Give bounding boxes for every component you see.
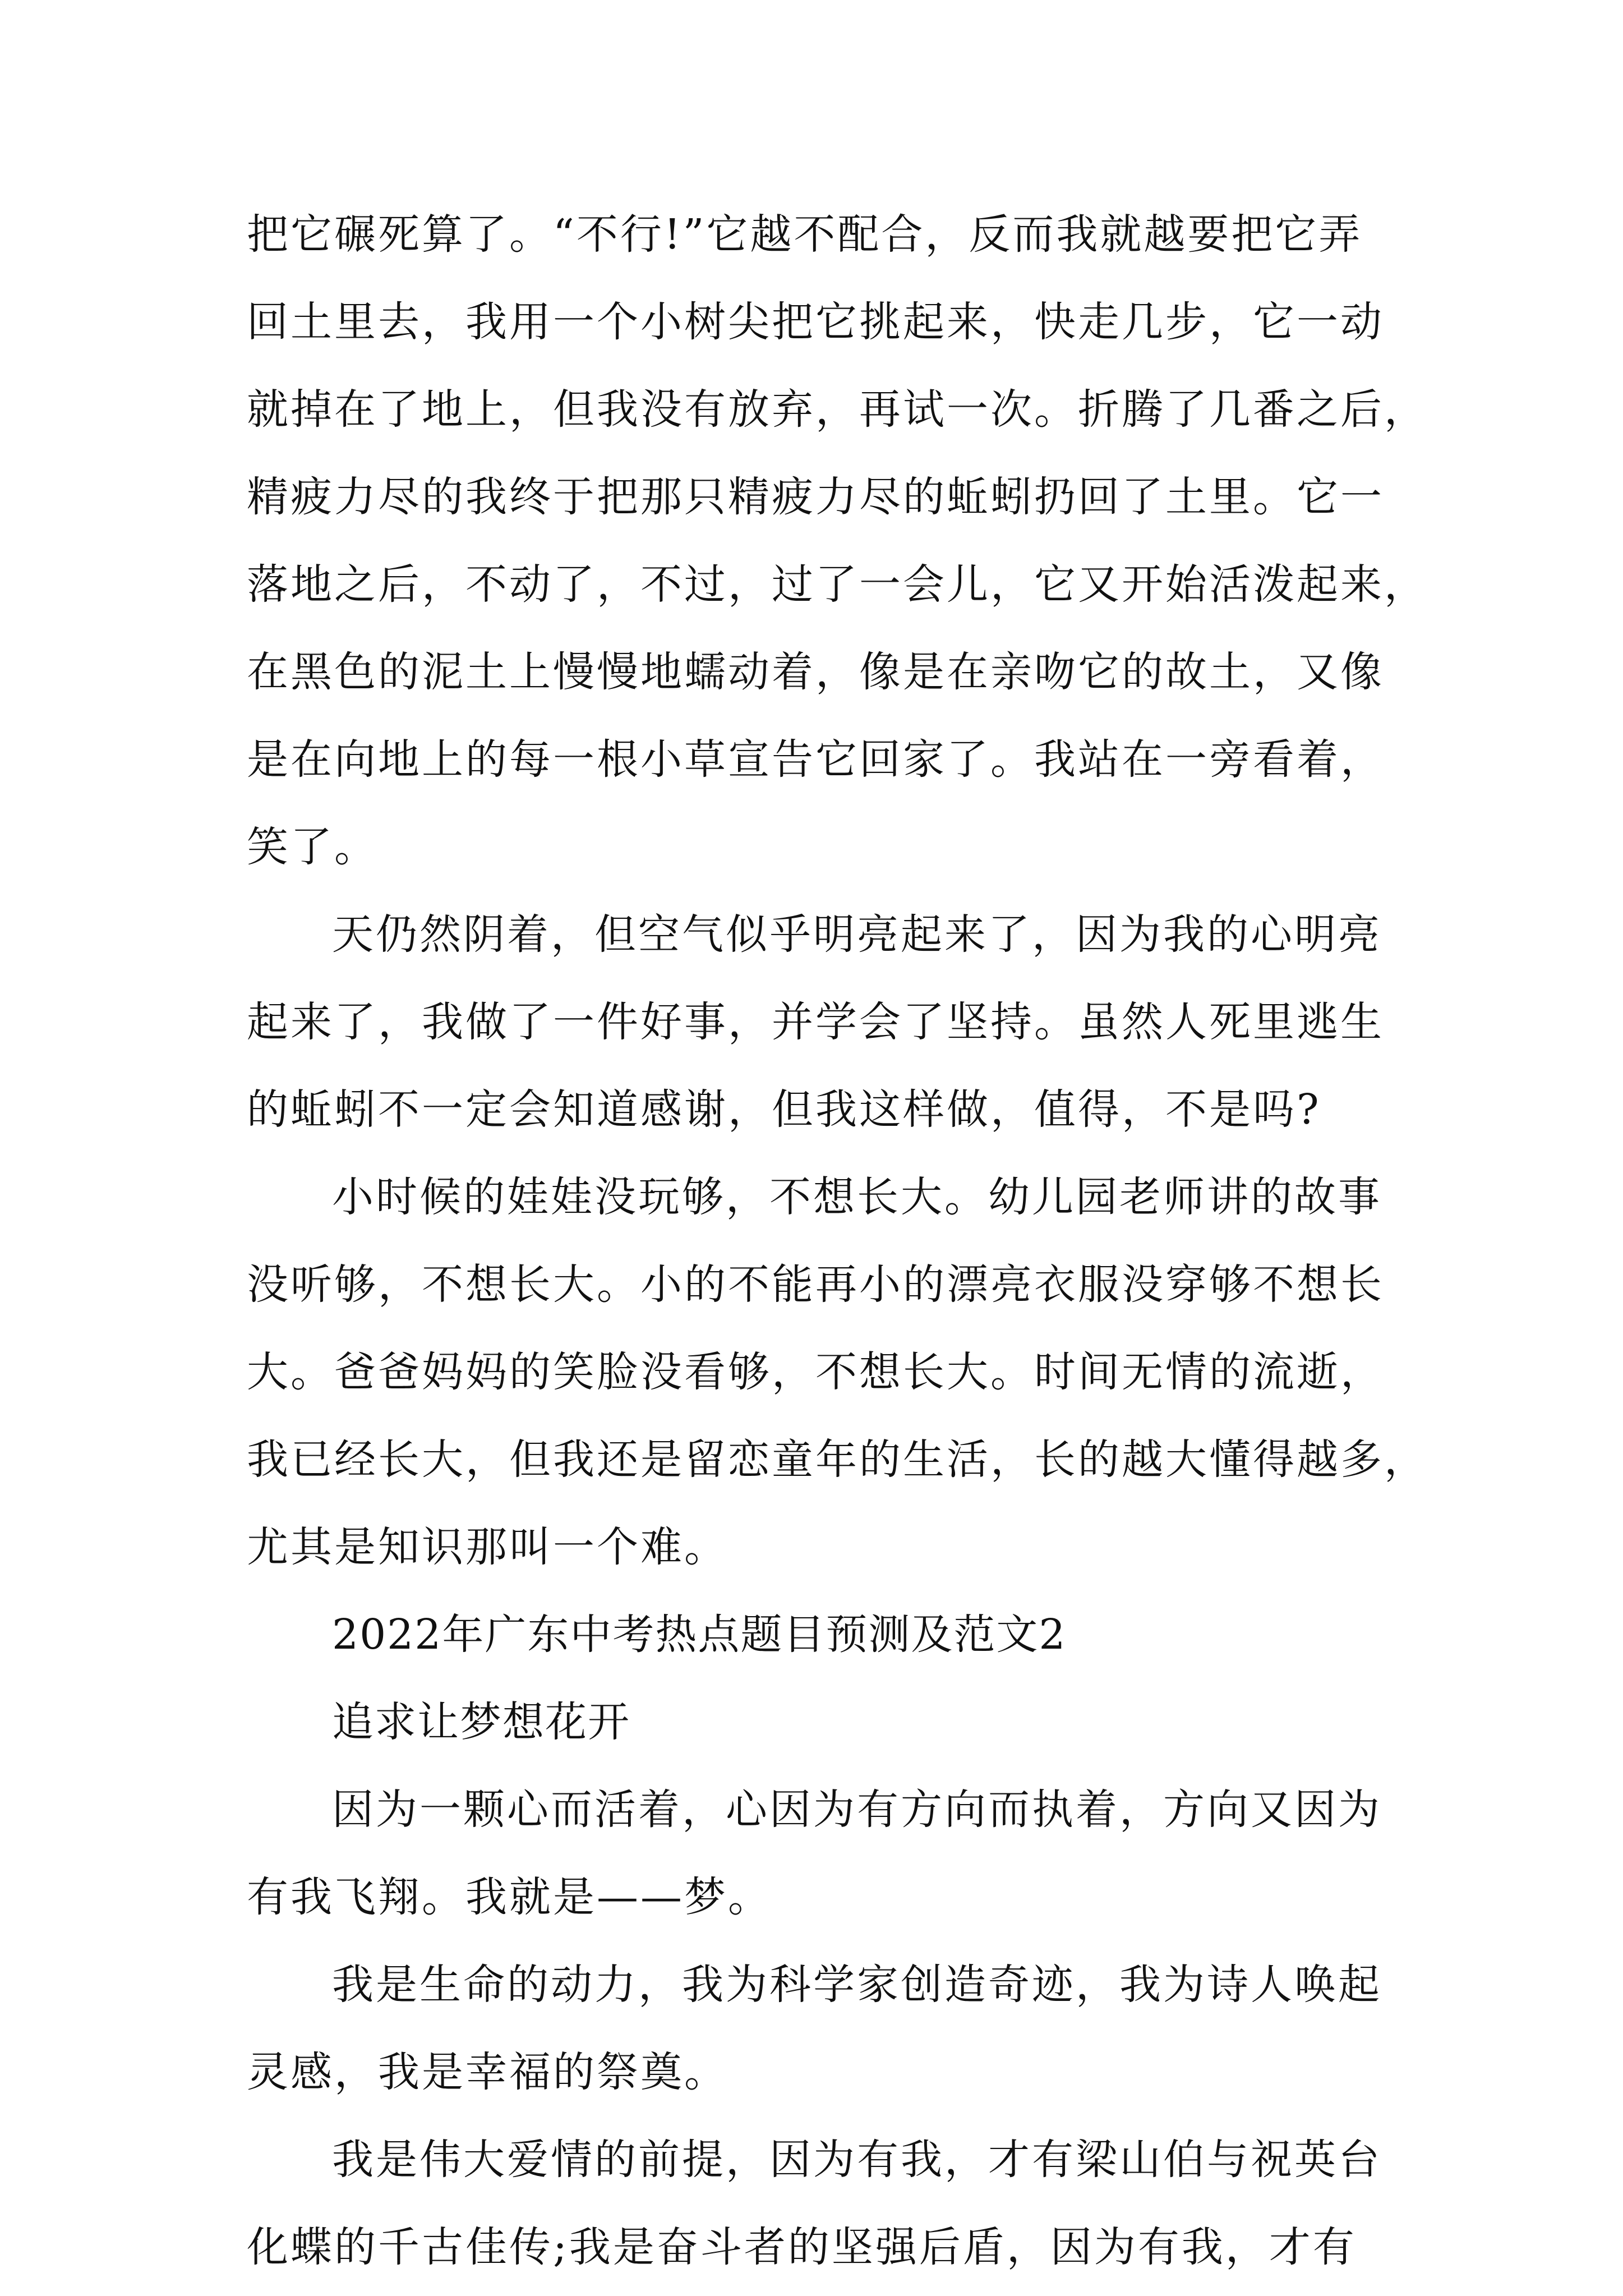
text-line: 回土里去，我用一个小树尖把它挑起来，快走几步，它一动 xyxy=(247,298,1384,346)
section-heading: 2022年广东中考热点题目预测及范文2 xyxy=(332,1611,1067,1659)
text-line: 大。爸爸妈妈的笑脸没看够，不想长大。时间无情的流逝， xyxy=(247,1348,1384,1396)
paragraph-first-line: 因为一颗心而活着，心因为有方向而执着，方向又因为 xyxy=(332,1786,1382,1834)
text-line: 就掉在了地上，但我没有放弃，再试一次。折腾了几番之后， xyxy=(247,385,1428,434)
paragraph-first-line: 天仍然阴着，但空气似乎明亮起来了，因为我的心明亮 xyxy=(332,910,1382,959)
text-line: 化蝶的千古佳传;我是奋斗者的坚强后盾，因为有我，才有 xyxy=(247,2223,1357,2271)
text-line: 没听够，不想长大。小的不能再小的漂亮衣服没穿够不想长 xyxy=(247,1260,1384,1309)
document-body xyxy=(247,191,1428,2291)
paragraph-first-line: 我是生命的动力，我为科学家创造奇迹，我为诗人唤起 xyxy=(332,1961,1382,2009)
essay-title: 追求让梦想花开 xyxy=(332,1698,630,1746)
text-line: 尤其是知识那叫一个难。 xyxy=(247,1523,728,1571)
text-line: 的蚯蚓不一定会知道感谢，但我这样做，值得，不是吗? xyxy=(247,1085,1321,1134)
text-line: 起来了，我做了一件好事，并学会了坚持。虽然人死里逃生 xyxy=(247,998,1384,1046)
text-line: 灵感，我是幸福的祭奠。 xyxy=(247,2048,728,2096)
text-line: 在黑色的泥土上慢慢地蠕动着，像是在亲吻它的故土，又像 xyxy=(247,648,1384,696)
text-line: 是在向地上的每一根小草宣告它回家了。我站在一旁看着， xyxy=(247,735,1384,784)
text-line: 精疲力尽的我终于把那只精疲力尽的蚯蚓扔回了土里。它一 xyxy=(247,473,1384,521)
paragraph-first-line: 我是伟大爱情的前提，因为有我，才有梁山伯与祝英台 xyxy=(332,2136,1382,2184)
text-line: 笑了。 xyxy=(247,823,378,871)
text-line: 把它碾死算了。“不行!”它越不配合，反而我就越要把它弄 xyxy=(247,210,1363,259)
text-line: 有我飞翔。我就是——梦。 xyxy=(247,1873,772,1921)
paragraph-first-line: 小时候的娃娃没玩够，不想长大。幼儿园老师讲的故事 xyxy=(332,1173,1382,1221)
text-line: 落地之后，不动了，不过，过了一会儿，它又开始活泼起来， xyxy=(247,560,1428,609)
text-line: 我已经长大，但我还是留恋童年的生活，长的越大懂得越多， xyxy=(247,1435,1428,1484)
